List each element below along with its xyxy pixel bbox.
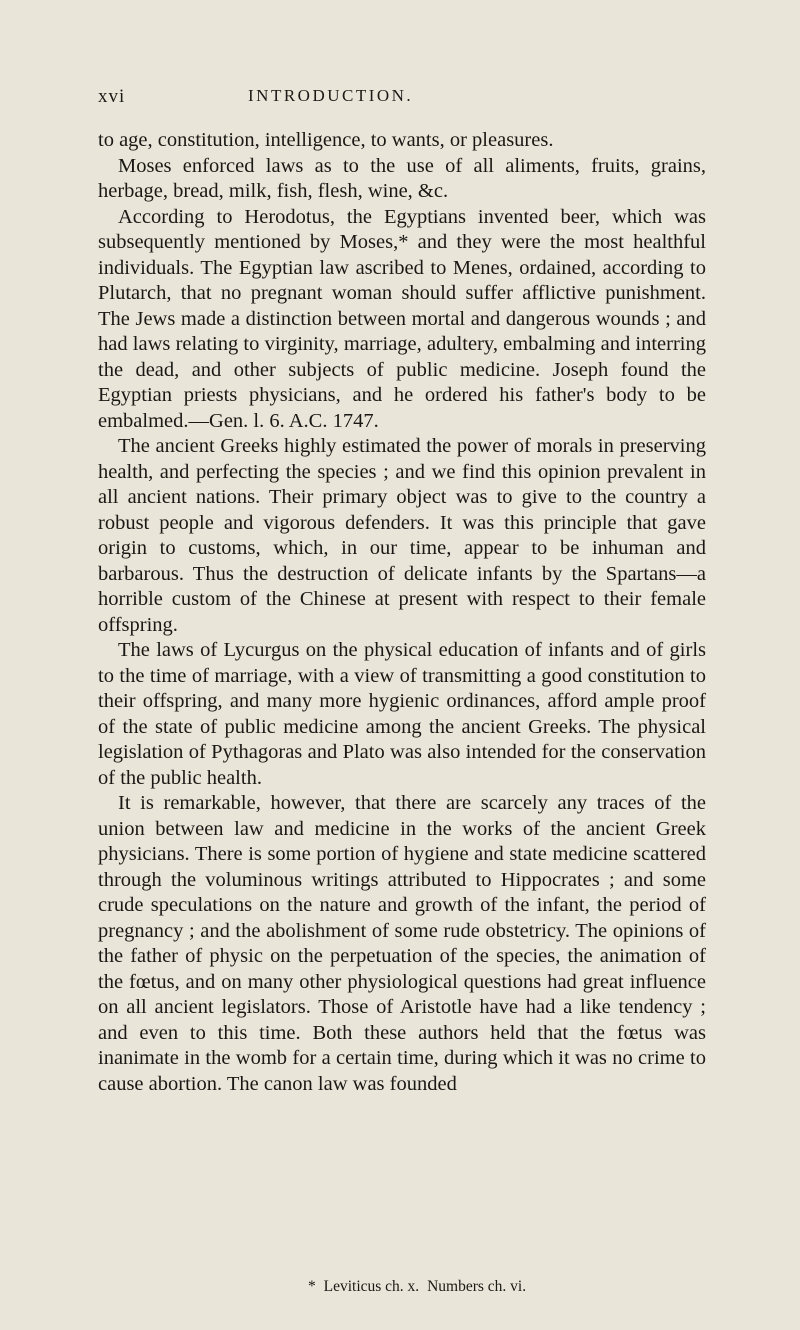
- page-header: [98, 86, 698, 110]
- paragraph: It is remarkable, however, that there are scarcely any traces of the union between law and medicine in the works of the ancient Greek physicians. There is some portion of hygiene and state medicine scattered through the voluminous writings attributed to Hippocrates ; and some crude speculations on the nature and growth of the infant, the period of pregnancy ; and the abolishment of some rude obstetricy. The opinions of the father of physic on the perpetuation of the species, the animation of the fœtus, and on many other physiological questions had great influence on all ancient legislators. Those of Aristotle have had a like tendency ; and even to this time. Both these authors held that the fœtus was inanimate in the womb for a certain time, during which it was no crime to cause abortion. The canon law was founded: [98, 792, 706, 1095]
- footnote-marker: *: [308, 1278, 316, 1295]
- footnote-reference: Leviticus ch. x.: [323, 1278, 420, 1295]
- page-number: xvi: [98, 86, 126, 107]
- paragraph: to age, constitution, intelligence, to wants, or pleasures.: [98, 129, 554, 151]
- body-text: [98, 128, 706, 1097]
- footnote: [308, 1278, 530, 1296]
- footnote-reference: Numbers ch. vi.: [427, 1278, 527, 1295]
- running-title: INTRODUCTION.: [248, 86, 414, 105]
- paragraph: The laws of Lycurgus on the physical education of infants and of girls to the time of marriage, with a view of transmitting a good constitution to their offspring, and many more hygienic ordinances, afford ample proof of the state of public medicine among the ancient Greeks. The physical legislation of Pythagoras and Plato was also intended for the conservation of the public health.: [98, 639, 706, 789]
- paragraph: Moses enforced laws as to the use of all aliments, fruits, grains, herbage, bread, milk, fish, flesh, wine, &c.: [98, 154, 706, 202]
- paragraph: The ancient Greeks highly estimated the power of morals in preserving health, and perfecting the species ; and we find this opinion prevalent in all ancient nations. Their primary object was to give to the country a robust people and vigorous defenders. It was this principle that gave origin to customs, which, in our time, appear to be inhuman and barbarous. Thus the destruction of delicate infants by the Spartans—a horrible custom of the Chinese at present with respect to their female offspring.: [98, 435, 706, 636]
- paragraph: According to Herodotus, the Egyptians invented beer, which was subsequently mentioned by Moses,* and they were the most healthful individuals. The Egyptian law ascribed to Menes, ordained, according to Plutarch, that no pregnant woman should suffer afflictive punishment. The Jews made a distinction between mortal and dangerous wounds ; and had laws relating to virginity, marriage, adultery, embalming and interring the dead, and other subjects of public medicine. Joseph found the Egyptian priests physicians, and he ordered his father's body to be embalmed.—Gen. l. 6. A.C. 1747.: [98, 205, 706, 432]
